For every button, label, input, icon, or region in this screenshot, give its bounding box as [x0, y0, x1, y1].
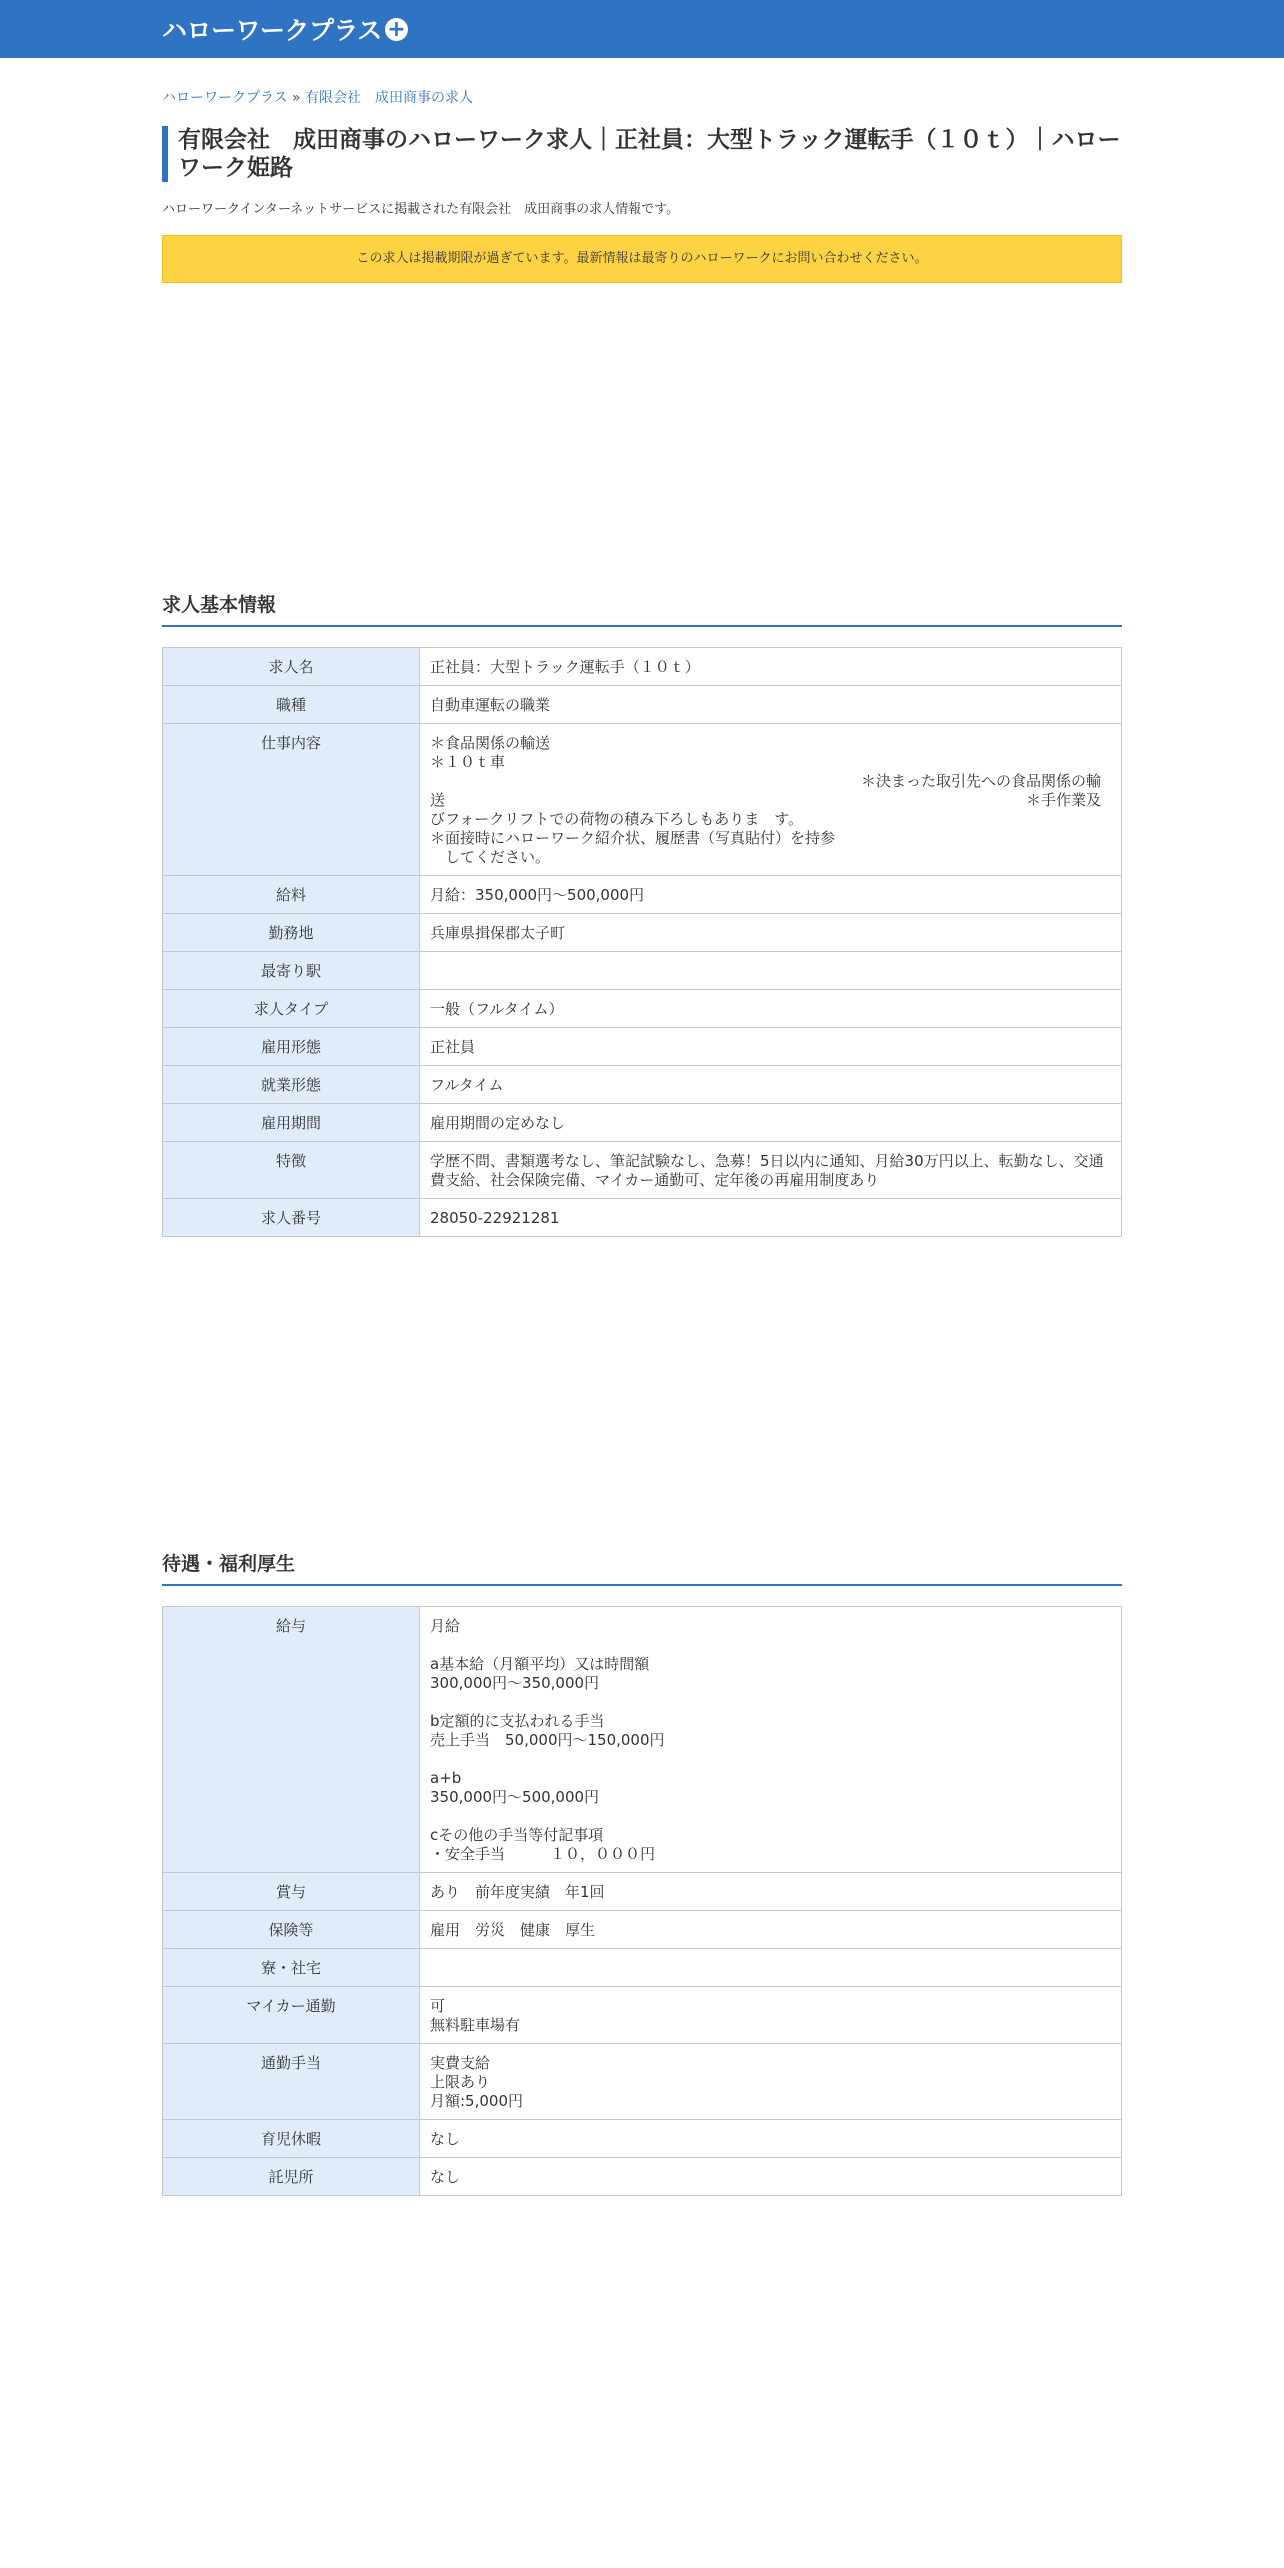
expired-notice: この求人は掲載期限が過ぎています。最新情報は最寄りのハローワークにお問い合わせください。: [162, 235, 1122, 283]
work-style-label: 就業形態: [163, 1066, 420, 1104]
table-row: [163, 2120, 1122, 2158]
plus-circle-icon: +: [385, 18, 408, 41]
job-content-value: [420, 724, 1122, 876]
commute-allowance-label: 通勤手当: [163, 2044, 420, 2120]
ad-space-top: [162, 283, 1122, 593]
commute-allowance-value: 実費支給 上限あり 月額:5,000円: [420, 2044, 1122, 2120]
main-content: [162, 58, 1122, 2196]
table-row: [163, 1066, 1122, 1104]
job-number-value: 28050-22921281: [420, 1199, 1122, 1237]
period-value: 雇用期間の定めなし: [420, 1104, 1122, 1142]
employment-value: 正社員: [420, 1028, 1122, 1066]
job-type-label: 求人タイプ: [163, 990, 420, 1028]
job-content-line: ＊手作業及: [1025, 791, 1101, 809]
table-row: [163, 952, 1122, 990]
job-content-line: びフォークリフトでの荷物の積み下ろしもありま す。: [430, 810, 804, 828]
table-row: [163, 1199, 1122, 1237]
job-content-line: ＊決まった取引先への食品関係の輸: [860, 772, 1101, 790]
car-commute-value: 可 無料駐車場有: [420, 1987, 1122, 2044]
table-row: [163, 1873, 1122, 1911]
features-value: 学歴不問、書類選考なし、筆記試験なし、急募！5日以内に通知、月給30万円以上、転勤なし、交通費支給、社会保険完備、マイカー通勤可、定年後の再雇用制度あり: [420, 1142, 1122, 1199]
nursery-label: 託児所: [163, 2158, 420, 2196]
table-row: [163, 2044, 1122, 2120]
job-content-split-line: [430, 791, 1111, 810]
table-row: [163, 876, 1122, 914]
table-row: [163, 2158, 1122, 2196]
station-value: [420, 952, 1122, 990]
benefits-heading: 待遇・福利厚生: [162, 1552, 1122, 1586]
site-header: [0, 0, 1284, 58]
table-row: [163, 648, 1122, 686]
bonus-label: 賞与: [163, 1873, 420, 1911]
ad-space-middle: [162, 1237, 1122, 1552]
breadcrumb-home-link[interactable]: ハローワークプラス: [162, 90, 288, 106]
housing-value: [420, 1949, 1122, 1987]
job-number-label: 求人番号: [163, 1199, 420, 1237]
location-value: 兵庫県揖保郡太子町: [420, 914, 1122, 952]
occupation-label: 職種: [163, 686, 420, 724]
car-commute-label: マイカー通勤: [163, 1987, 420, 2044]
insurance-value: 雇用 労災 健康 厚生: [420, 1911, 1122, 1949]
housing-label: 寮・社宅: [163, 1949, 420, 1987]
breadcrumb-separator: »: [287, 90, 306, 106]
table-row: [163, 914, 1122, 952]
benefits-table: [162, 1606, 1122, 2196]
table-row: [163, 724, 1122, 876]
work-style-value: フルタイム: [420, 1066, 1122, 1104]
childcare-leave-label: 育児休暇: [163, 2120, 420, 2158]
pay-label: 給与: [163, 1607, 420, 1873]
table-row: [163, 686, 1122, 724]
job-content-label: 仕事内容: [163, 724, 420, 876]
features-label: 特徴: [163, 1142, 420, 1199]
logo-text: ハローワークプラス: [162, 16, 382, 45]
site-logo[interactable]: [162, 11, 408, 47]
job-content-line: ＊食品関係の輸送: [430, 734, 551, 752]
table-row: [163, 1607, 1122, 1873]
job-content-line: ＊面接時にハローワーク紹介状、履歴書（写真貼付）を持参: [430, 829, 836, 847]
childcare-leave-value: なし: [420, 2120, 1122, 2158]
job-content-line: してください。: [430, 848, 551, 866]
insurance-label: 保険等: [163, 1911, 420, 1949]
job-content-line: ＊１０ｔ車: [430, 753, 506, 771]
table-row: [163, 1104, 1122, 1142]
table-row: [163, 1142, 1122, 1199]
employment-label: 雇用形態: [163, 1028, 420, 1066]
period-label: 雇用期間: [163, 1104, 420, 1142]
pay-value: 月給 a基本給（月額平均）又は時間額 300,000円～350,000円 b定額的に支払われる手当 売上手当 50,000円～150,000円 a+b 350,000円～500,000円 cその他の手当等付記事項 ・安全手当 １０，０００円: [420, 1607, 1122, 1873]
salary-label: 給料: [163, 876, 420, 914]
table-row: [163, 990, 1122, 1028]
bonus-value: あり 前年度実績 年1回: [420, 1873, 1122, 1911]
job-name-label: 求人名: [163, 648, 420, 686]
station-label: 最寄り駅: [163, 952, 420, 990]
table-row: [163, 1949, 1122, 1987]
job-type-value: 一般（フルタイム）: [420, 990, 1122, 1028]
basic-info-table: [162, 647, 1122, 1237]
salary-value: 月給：350,000円～500,000円: [420, 876, 1122, 914]
job-content-line: 送: [430, 791, 446, 809]
page-title: 有限会社 成田商事のハローワーク求人｜正社員：大型トラック運転手（１０ｔ）｜ハローワーク姫路: [162, 126, 1122, 182]
basic-info-heading: 求人基本情報: [162, 593, 1122, 627]
breadcrumb: [162, 88, 1122, 108]
table-row: [163, 1028, 1122, 1066]
table-row: [163, 1911, 1122, 1949]
occupation-value: 自動車運転の職業: [420, 686, 1122, 724]
location-label: 勤務地: [163, 914, 420, 952]
table-row: [163, 1987, 1122, 2044]
breadcrumb-current-link[interactable]: 有限会社 成田商事の求人: [305, 90, 474, 106]
intro-text: ハローワークインターネットサービスに掲載された有限会社 成田商事の求人情報です。: [162, 202, 680, 217]
nursery-value: なし: [420, 2158, 1122, 2196]
job-name-value: 正社員：大型トラック運転手（１０ｔ）: [420, 648, 1122, 686]
